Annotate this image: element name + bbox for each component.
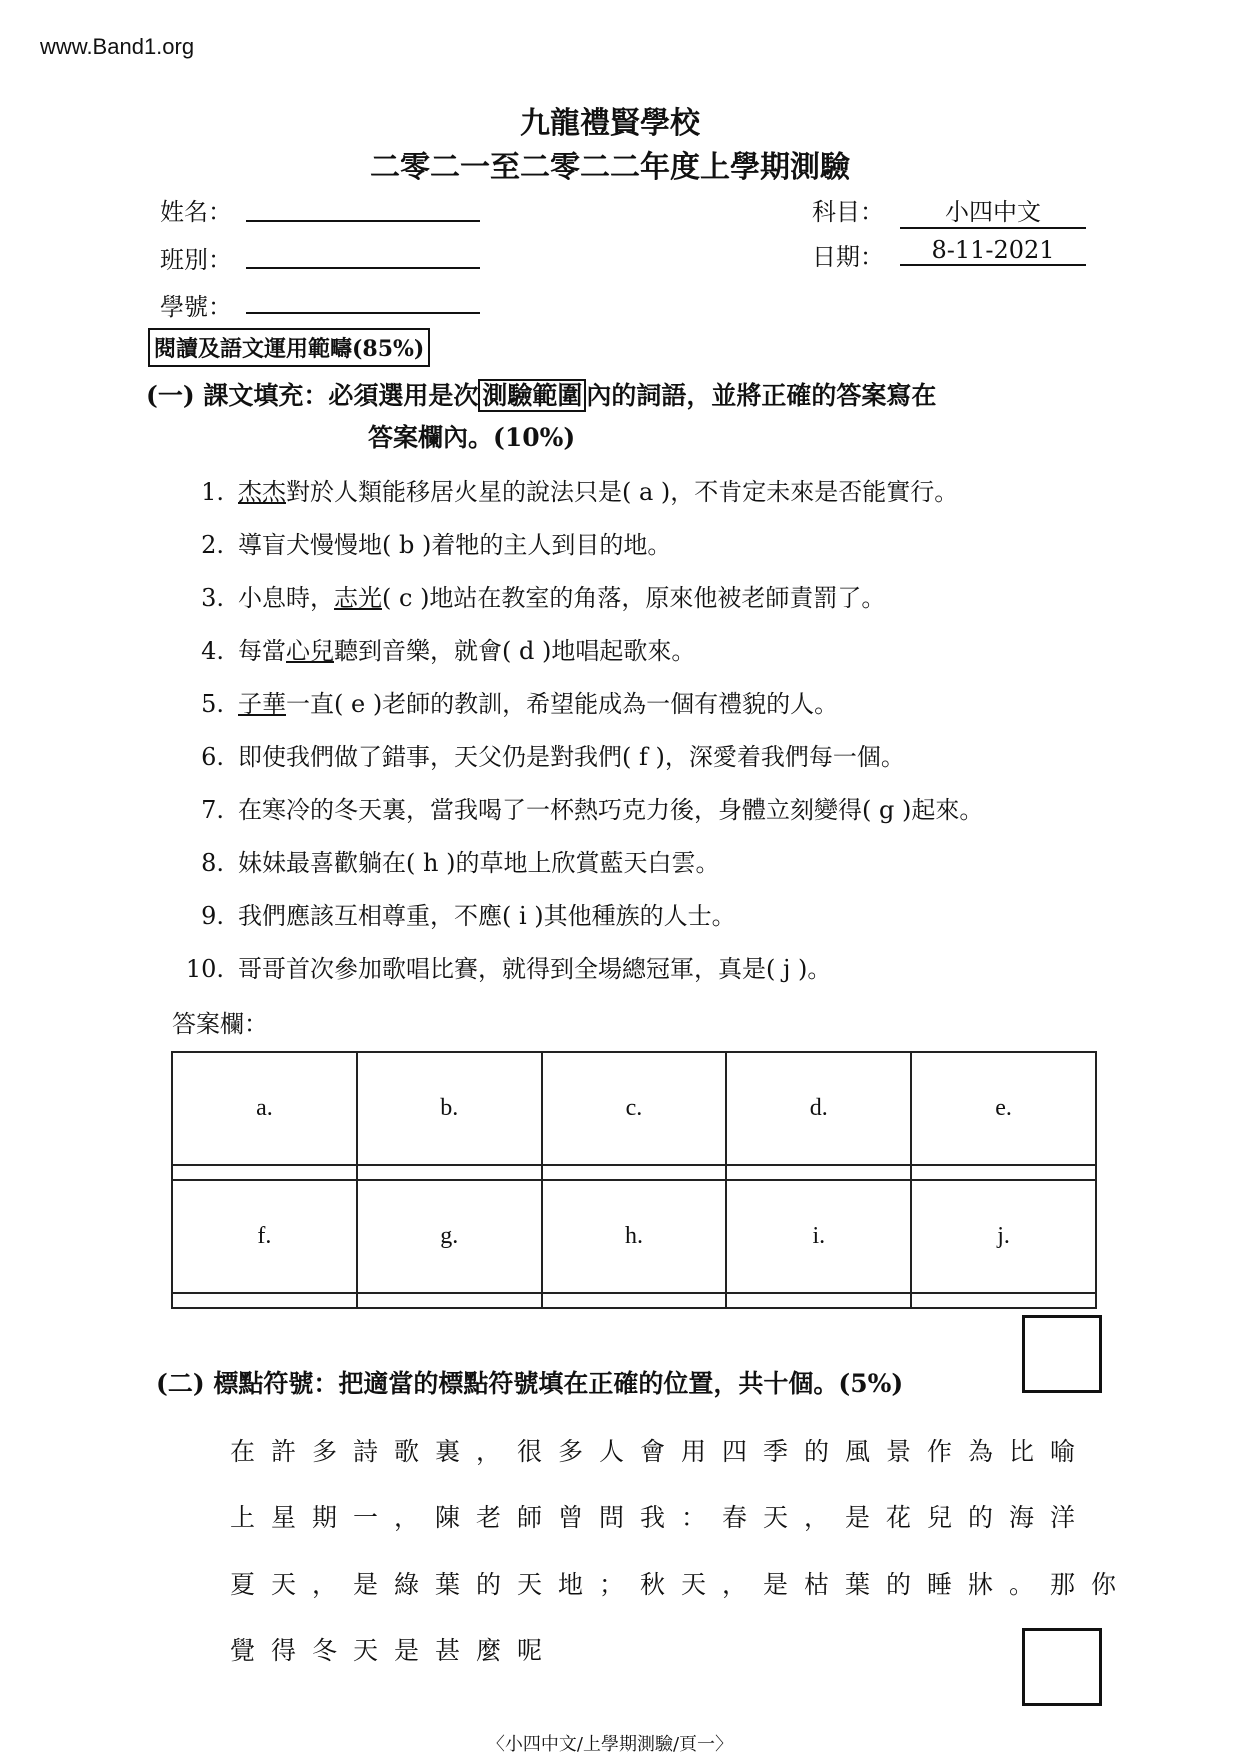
question-number: 5. [201,690,224,718]
class-label: 班別： [160,246,232,274]
answer-cell[interactable] [172,1293,357,1308]
header-cell: c. [542,1052,727,1165]
part-heading: 閱讀及語文運用範疇(85%) [148,328,430,367]
question-number: 3. [201,584,224,612]
section1-prefix: (一) 課文填充：必須選用是次 [146,381,479,410]
question-item [178,949,831,984]
question-item [178,631,695,666]
question-text: 哥哥首次參加歌唱比賽，就得到全場總冠軍，真是( j )。 [238,955,832,983]
section1-line2: 答案欄內。(10%) [368,423,576,452]
header-cell: j. [911,1180,1096,1293]
answer-label: 答案欄： [172,1010,268,1038]
score-box [1022,1315,1102,1393]
answer-cell[interactable] [172,1165,357,1180]
watermark: www.Band1.org [40,34,195,59]
passage-line: 覺得冬天是甚麼呢 [230,1636,559,1665]
table-row [172,1180,1096,1293]
proper-noun: 志光 [334,584,382,612]
question-item [178,737,905,772]
answer-cell[interactable] [911,1293,1096,1308]
exam-title: 二零二一至二零二二年度上學期測驗 [370,150,850,185]
proper-noun: 杰杰 [238,478,286,506]
question-text: ( c )地站在教室的角落，原來他被老師責罰了。 [382,584,886,612]
question-item [178,843,719,878]
school-name: 九龍禮賢學校 [520,106,700,141]
date-label: 日期： [812,243,884,271]
question-number: 4. [201,637,224,665]
page-footer: 〈小四中文/上學期測驗/頁一〉 [486,1734,734,1754]
question-text: 一直( e )老師的教訓，希望能成為一個有禮貌的人。 [286,690,839,718]
passage-line: 夏天，是綠葉的天地；秋天，是枯葉的睡牀。那你 [230,1570,1133,1599]
name-field[interactable] [246,220,480,222]
section1-heading [146,376,936,412]
header-cell: a. [172,1052,357,1165]
question-number: 2. [201,531,224,559]
proper-noun: 子華 [238,690,286,718]
header-cell: i. [726,1180,911,1293]
question-text: 妹妹最喜歡躺在( h )的草地上欣賞藍天白雲。 [238,849,720,877]
question-text: 在寒冷的冬天裏，當我喝了一杯熱巧克力後，身體立刻變得( g )起來。 [238,796,984,824]
section1-boxed: 測驗範圍 [478,379,586,412]
question-number: 1. [201,478,224,506]
question-item [178,525,671,560]
answer-table [171,1051,1097,1309]
question-number: 8. [201,849,224,877]
score-box [1022,1628,1102,1706]
question-number: 7. [201,796,224,824]
answer-cell[interactable] [726,1165,911,1180]
subject-label: 科目： [812,198,884,226]
answer-cell[interactable] [542,1293,727,1308]
header-cell: d. [726,1052,911,1165]
question-item [178,578,885,613]
question-text: 對於人類能移居火星的說法只是( a )，不肯定未來是否能實行。 [286,478,959,506]
question-text: 即使我們做了錯事，天父仍是對我們( f )，深愛着我們每一個。 [238,743,905,771]
header-cell: e. [911,1052,1096,1165]
section2-heading: (二) 標點符號：把適當的標點符號填在正確的位置，共十個。(5%) [156,1369,904,1398]
section1-suffix: 內的詞語，並將正確的答案寫在 [586,381,937,410]
table-row [172,1165,1096,1180]
answer-cell[interactable] [357,1293,542,1308]
passage-line: 在許多詩歌裏，很多人會用四季的風景作為比喻 [230,1437,1092,1466]
question-text: 聽到音樂，就會( d )地唱起歌來。 [334,637,696,665]
name-label: 姓名： [160,198,232,226]
answer-cell[interactable] [911,1165,1096,1180]
passage-line: 上星期一，陳老師曾問我：春天，是花兒的海洋 [230,1503,1092,1532]
question-number: 10. [185,955,224,983]
question-item [178,896,736,931]
header-cell: h. [542,1180,727,1293]
question-text: 我們應該互相尊重，不應( i )其他種族的人士。 [238,902,736,930]
question-item [178,790,983,825]
answer-cell[interactable] [542,1165,727,1180]
class-field[interactable] [246,267,480,269]
question-text: 導盲犬慢慢地( b )着牠的主人到目的地。 [238,531,672,559]
number-field[interactable] [246,312,480,314]
question-number: 9. [201,902,224,930]
header-cell: f. [172,1180,357,1293]
header-cell: g. [357,1180,542,1293]
date-value: 8-11-2021 [900,236,1086,266]
proper-noun: 心兒 [286,637,334,665]
answer-cell[interactable] [357,1165,542,1180]
question-text-pre: 每當 [238,637,286,665]
header-cell: b. [357,1052,542,1165]
table-row [172,1052,1096,1165]
question-text-pre: 小息時， [238,584,334,612]
question-item [178,472,958,507]
answer-cell[interactable] [726,1293,911,1308]
question-number: 6. [201,743,224,771]
number-label: 學號： [160,293,232,321]
question-item [178,684,838,719]
subject-value: 小四中文 [900,192,1086,229]
table-row [172,1293,1096,1308]
